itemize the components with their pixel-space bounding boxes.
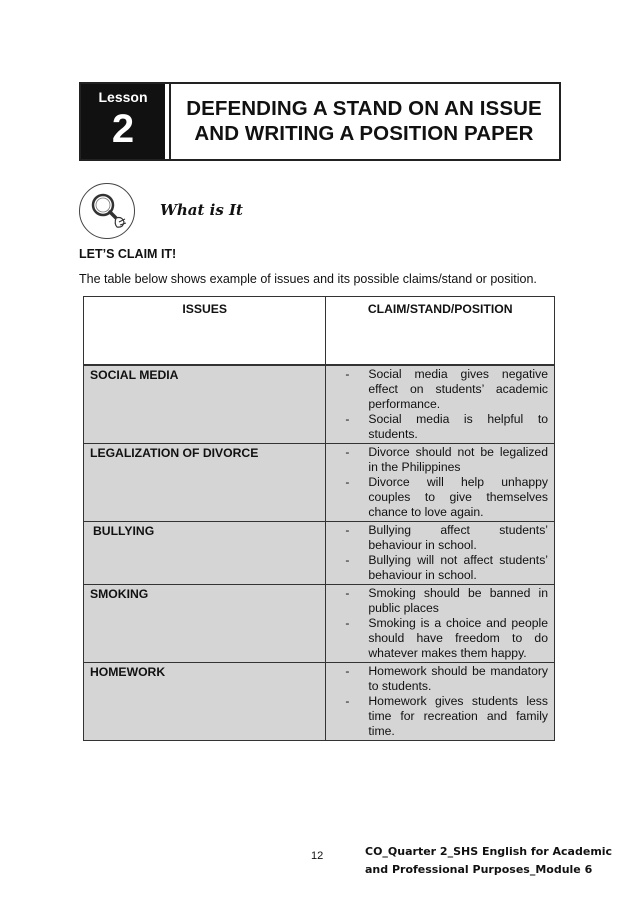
intro-text: The table below shows example of issues and its possible claims/stand or position. xyxy=(79,272,537,286)
lesson-badge xyxy=(81,84,165,159)
table-row xyxy=(84,663,555,741)
claim-item: - Smoking should be banned in public places xyxy=(345,586,548,615)
claims-cell xyxy=(326,585,555,663)
claim-text: Smoking should be banned in public places xyxy=(368,586,548,615)
header-claims: CLAIM/STAND/POSITION xyxy=(326,297,555,366)
table-row xyxy=(84,585,555,663)
issue-cell: LEGALIZATION OF DIVORCE xyxy=(84,444,326,522)
table-row xyxy=(84,522,555,585)
lesson-title-line2: AND WRITING A POSITION PAPER xyxy=(194,121,534,145)
claim-text: Homework gives students less time for recreation and family time. xyxy=(368,694,548,738)
claims-cell xyxy=(326,365,555,444)
table-row xyxy=(84,365,555,444)
lesson-title-box xyxy=(165,84,559,159)
claim-text: Smoking is a choice and people should have freedom to do whatever makes them happy. xyxy=(368,616,548,660)
claim-item: - Divorce should not be legalized in the Philippines xyxy=(345,445,548,474)
section-heading: What is It xyxy=(160,201,243,219)
issue-cell: SOCIAL MEDIA xyxy=(84,365,326,444)
lesson-title-line1: DEFENDING A STAND ON AN ISSUE xyxy=(186,96,542,120)
claims-cell xyxy=(326,444,555,522)
issue-cell: HOMEWORK xyxy=(84,663,326,741)
lesson-banner xyxy=(79,82,561,161)
claim-text: Social media is helpful to students. xyxy=(368,412,548,441)
claim-item: - Divorce will help unhappy couples to give themselves chance to love again. xyxy=(345,475,548,519)
claim-item: - Social media gives negative effect on students’ academic performance. xyxy=(345,367,548,411)
claim-item: - Bullying affect students’ behaviour in school. xyxy=(345,523,548,552)
claim-item: - Smoking is a choice and people should have freedom to do whatever makes them happy. xyxy=(345,616,548,660)
claim-text: Divorce will help unhappy couples to give themselves chance to love again. xyxy=(368,475,548,519)
claim-text: Bullying affect students’ behaviour in school. xyxy=(368,523,548,552)
claim-text: Divorce should not be legalized in the Philippines xyxy=(368,445,548,474)
lesson-label: Lesson xyxy=(98,89,148,105)
claim-heading: LET’S CLAIM IT! xyxy=(79,247,177,261)
table-row xyxy=(84,444,555,522)
claim-text: Bullying will not affect students’ behaviour in school. xyxy=(368,553,548,582)
issue-cell: BULLYING xyxy=(84,522,326,585)
issues-table xyxy=(83,296,555,741)
claim-item: - Homework should be mandatory to students. xyxy=(345,664,548,693)
page-number: 12 xyxy=(311,850,324,862)
issue-cell: SMOKING xyxy=(84,585,326,663)
claim-item: - Bullying will not affect students’ behaviour in school. xyxy=(345,553,548,582)
footer-module-info xyxy=(365,843,612,879)
claims-cell xyxy=(326,522,555,585)
lesson-number: 2 xyxy=(111,107,135,151)
footer-line1: CO_Quarter 2_SHS English for Academic xyxy=(365,845,613,858)
claim-item: - Homework gives students less time for recreation and family time. xyxy=(345,694,548,738)
footer-line2: and Professional Purposes_Module 6 xyxy=(365,863,593,876)
header-issues: ISSUES xyxy=(84,297,326,366)
claim-text: Homework should be mandatory to students. xyxy=(368,664,548,693)
claims-cell xyxy=(326,663,555,741)
lesson-title xyxy=(186,96,542,146)
magnifying-glass-icon xyxy=(79,183,135,239)
claim-item: - Social media is helpful to students. xyxy=(345,412,548,441)
claim-text: Social media gives negative effect on students’ academic performance. xyxy=(368,367,548,411)
